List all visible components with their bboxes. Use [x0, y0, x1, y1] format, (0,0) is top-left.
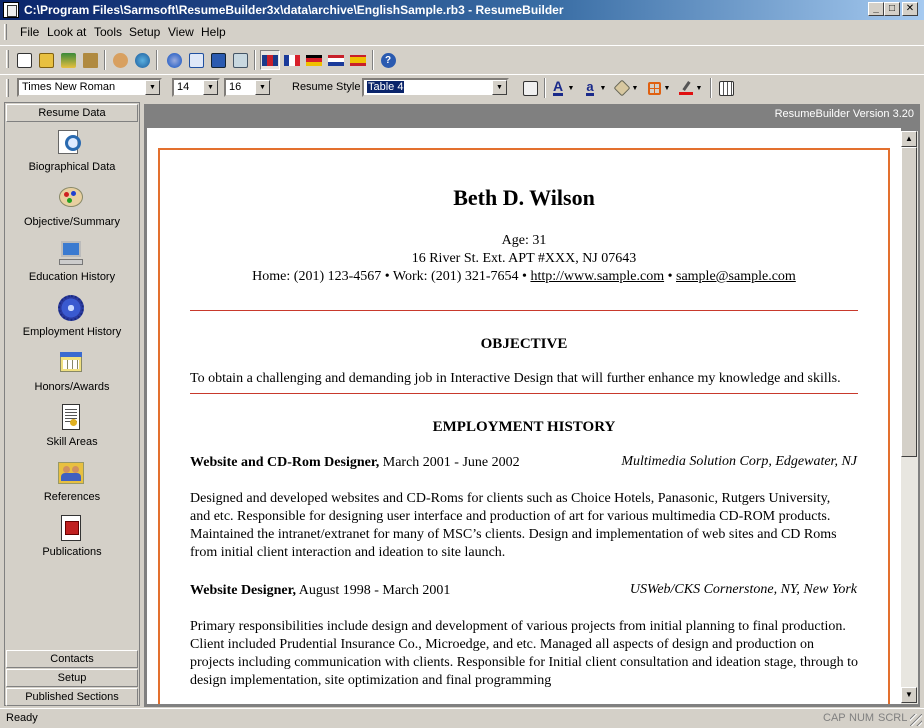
- sidebar-item-label: Skill Areas: [46, 436, 98, 448]
- toolbar-grip: [6, 50, 9, 68]
- flag-france-icon[interactable]: [282, 50, 302, 70]
- sidebar-header-resume-data[interactable]: Resume Data: [6, 104, 138, 122]
- menu-view[interactable]: View: [168, 25, 194, 39]
- section-divider: [190, 310, 858, 311]
- toolbar-separator: [254, 50, 256, 70]
- resume-contact-line: [190, 268, 858, 286]
- toolbar-separator: [544, 78, 546, 98]
- objective-text: To obtain a challenging and demanding job in Interactive Design that will further enhance my knowledge and skills.: [190, 371, 841, 386]
- job-description-line: Designed and developed websites and CD-Roms for clients such as Choice Hotels, Panasonic, Rutgers University,: [190, 491, 831, 506]
- document-area: [144, 125, 920, 707]
- job-description-line: and etc. Responsible for designing user interface and production of art for various multimedia CD-ROM products.: [190, 509, 831, 524]
- toolbar-separator: [156, 50, 158, 70]
- resume-website-link[interactable]: http://www.sample.com: [530, 269, 665, 284]
- resume-style-value: Table 4: [368, 81, 404, 93]
- document-icon: [56, 403, 86, 433]
- toolbar-separator: [372, 50, 374, 70]
- book-icon: [56, 513, 86, 543]
- resume-phones: Home: (201) 123-4567 • Work: (201) 321-7654 •: [252, 269, 531, 284]
- computer-icon: [56, 238, 86, 268]
- print-icon[interactable]: [80, 50, 100, 70]
- menu-tools[interactable]: Tools: [94, 25, 123, 39]
- job-description-line: Client included Prudential Insurance Co., Microedge, and etc. Managed all aspects of design and production on: [190, 637, 814, 652]
- menu-bar: [0, 21, 924, 43]
- objective-heading: OBJECTIVE: [480, 336, 568, 352]
- menu-file[interactable]: File: [20, 25, 40, 39]
- resume-style-select[interactable]: [362, 78, 509, 97]
- sidebar-item-honors-awards[interactable]: [6, 348, 138, 403]
- sidebar-header-setup[interactable]: Setup: [6, 669, 138, 687]
- chevron-down-icon[interactable]: ▼: [492, 80, 507, 95]
- sidebar-item-label: Honors/Awards: [34, 381, 110, 393]
- sidebar-item-references[interactable]: [6, 458, 138, 513]
- internet-explorer-icon[interactable]: [164, 50, 184, 70]
- new-file-icon[interactable]: [14, 50, 34, 70]
- flag-spain-icon[interactable]: [348, 50, 368, 70]
- sidebar-item-label: References: [43, 491, 101, 503]
- toolbar-separator: [104, 50, 106, 70]
- resume-email-link[interactable]: sample@sample.com: [676, 269, 796, 284]
- magnifier-doc-icon: [56, 128, 86, 158]
- font-size-select[interactable]: [172, 78, 220, 97]
- resume-address: 16 River St. Ext. APT #XXX, NJ 07643: [411, 251, 637, 266]
- sidebar-header-published-sections[interactable]: Published Sections: [6, 688, 138, 706]
- sidebar-item-label: Employment History: [22, 326, 122, 338]
- save-down-icon[interactable]: [58, 50, 78, 70]
- word-doc-icon[interactable]: [208, 50, 228, 70]
- flag-germany-icon[interactable]: [304, 50, 324, 70]
- line-size-select[interactable]: [224, 78, 272, 97]
- border-color-icon[interactable]: [644, 78, 664, 98]
- chevron-down-icon[interactable]: ▼: [567, 84, 575, 92]
- table-grid-icon[interactable]: [716, 78, 736, 98]
- sidebar-item-objective-summary[interactable]: [6, 183, 138, 238]
- font-size-value: 14: [177, 81, 190, 93]
- html-page-icon[interactable]: [186, 50, 206, 70]
- people-icon: [56, 458, 86, 488]
- menu-look-at[interactable]: Look at: [47, 25, 87, 39]
- chevron-down-icon[interactable]: ▼: [631, 84, 639, 92]
- menu-help[interactable]: Help: [201, 25, 226, 39]
- status-bar: [0, 708, 924, 728]
- scroll-up-icon[interactable]: ▲: [901, 131, 917, 147]
- job-dates: August 1998 - March 2001: [296, 583, 451, 598]
- open-folder-icon[interactable]: [36, 50, 56, 70]
- sidebar-item-label: Education History: [28, 271, 116, 283]
- sidebar-item-education-history[interactable]: [6, 238, 138, 293]
- line-size-value: 16: [229, 81, 242, 93]
- vertical-scrollbar[interactable]: [901, 131, 918, 704]
- job-company: USWeb/CKS Cornerstone, NY, New York: [629, 582, 857, 597]
- window-title: C:\Program Files\Sarmsoft\ResumeBuilder3x\data\archive\EnglishSample.rb3 - ResumeBuilder: [24, 3, 564, 17]
- chevron-down-icon[interactable]: ▼: [145, 80, 160, 95]
- font-value: Times New Roman: [22, 81, 116, 93]
- job-title: Website Designer,: [190, 583, 297, 598]
- resize-grip[interactable]: [910, 714, 922, 726]
- title-bar: [0, 0, 924, 20]
- palette-icon: [56, 183, 86, 213]
- maximize-button[interactable]: □: [884, 2, 900, 16]
- version-bar: ResumeBuilder Version 3.20: [144, 104, 920, 125]
- caps-indicator: CAP: [823, 712, 846, 724]
- globe-icon[interactable]: [132, 50, 152, 70]
- contact-separator: •: [664, 269, 676, 284]
- chevron-down-icon[interactable]: ▼: [203, 80, 218, 95]
- sidebar-item-skill-areas[interactable]: [6, 403, 138, 458]
- chevron-down-icon[interactable]: ▼: [255, 80, 270, 95]
- job-description-line: Maintained the intranet/extranet for many of MSC’s clients. Design and implementation of web sites and CD Roms: [190, 527, 837, 542]
- job-title: Website and CD-Rom Designer,: [190, 455, 380, 470]
- toolbar-separator: [710, 78, 712, 98]
- font-color-icon[interactable]: A: [552, 78, 564, 94]
- format-toolbar: [0, 74, 924, 100]
- scroll-down-icon[interactable]: ▼: [901, 687, 917, 703]
- job-title-line: [190, 582, 450, 600]
- sidebar-item-label: Publications: [42, 546, 102, 558]
- employment-heading: EMPLOYMENT HISTORY: [432, 419, 616, 435]
- edit-style-icon[interactable]: [520, 78, 540, 98]
- close-button[interactable]: ✕: [902, 2, 918, 16]
- menu-setup[interactable]: Setup: [129, 25, 161, 39]
- sidebar-item-publications[interactable]: [6, 513, 138, 568]
- minimize-button[interactable]: _: [868, 2, 884, 16]
- main-toolbar: [0, 45, 924, 73]
- job-description-line: from initial client interaction and ideation to site launch.: [190, 545, 506, 560]
- calendar-icon: [56, 348, 86, 378]
- resume-name: Beth D. Wilson: [453, 185, 595, 210]
- chevron-down-icon[interactable]: ▼: [599, 84, 607, 92]
- app-icon[interactable]: [3, 2, 19, 18]
- job-dates: March 2001 - June 2002: [379, 455, 520, 470]
- line-color-icon[interactable]: [676, 78, 696, 98]
- export-icon[interactable]: [230, 50, 250, 70]
- job-description-line: projects including communication with clients. Responsible for Initial client consultation and ideation stage, through to: [190, 655, 858, 670]
- scroll-thumb[interactable]: [901, 147, 917, 457]
- flag-uk-icon[interactable]: [260, 50, 280, 70]
- toolbar-grip: [6, 79, 9, 97]
- chevron-down-icon[interactable]: ▼: [663, 84, 671, 92]
- sidebar-item-label: Biographical Data: [28, 161, 116, 173]
- job-company: Multimedia Solution Corp, Edgewater, NJ: [621, 454, 857, 469]
- flag-netherlands-icon[interactable]: [326, 50, 346, 70]
- font-select[interactable]: [17, 78, 162, 97]
- menu-grip: [4, 24, 7, 40]
- job-description-line: design implementation, site optimization and final programming: [190, 673, 552, 688]
- resume-style-label: Resume Style: [292, 81, 361, 93]
- job-title-line: [190, 454, 520, 472]
- section-divider: [190, 393, 858, 394]
- sidebar-item-label: Objective/Summary: [24, 216, 120, 228]
- scroll-lock-indicator: SCRL: [878, 712, 908, 724]
- handshake-icon[interactable]: [110, 50, 130, 70]
- gear-icon: [56, 293, 86, 323]
- resume-age: Age: 31: [501, 233, 547, 248]
- sidebar-item-employment-history[interactable]: [6, 293, 138, 348]
- sidebar-item-biographical-data[interactable]: [6, 128, 138, 183]
- num-indicator: NUM: [849, 712, 875, 724]
- highlight-color-icon[interactable]: a: [586, 78, 594, 94]
- chevron-down-icon[interactable]: ▼: [695, 84, 703, 92]
- sidebar: [4, 102, 140, 706]
- help-icon[interactable]: ?: [378, 50, 398, 70]
- status-text: Ready: [6, 712, 38, 724]
- job-description-line: Primary responsibilities include design and development of various projects from initial planning to final production.: [190, 619, 846, 634]
- sidebar-header-contacts[interactable]: Contacts: [6, 650, 138, 668]
- fill-bucket-icon[interactable]: [612, 78, 632, 98]
- resume-page[interactable]: [147, 128, 901, 704]
